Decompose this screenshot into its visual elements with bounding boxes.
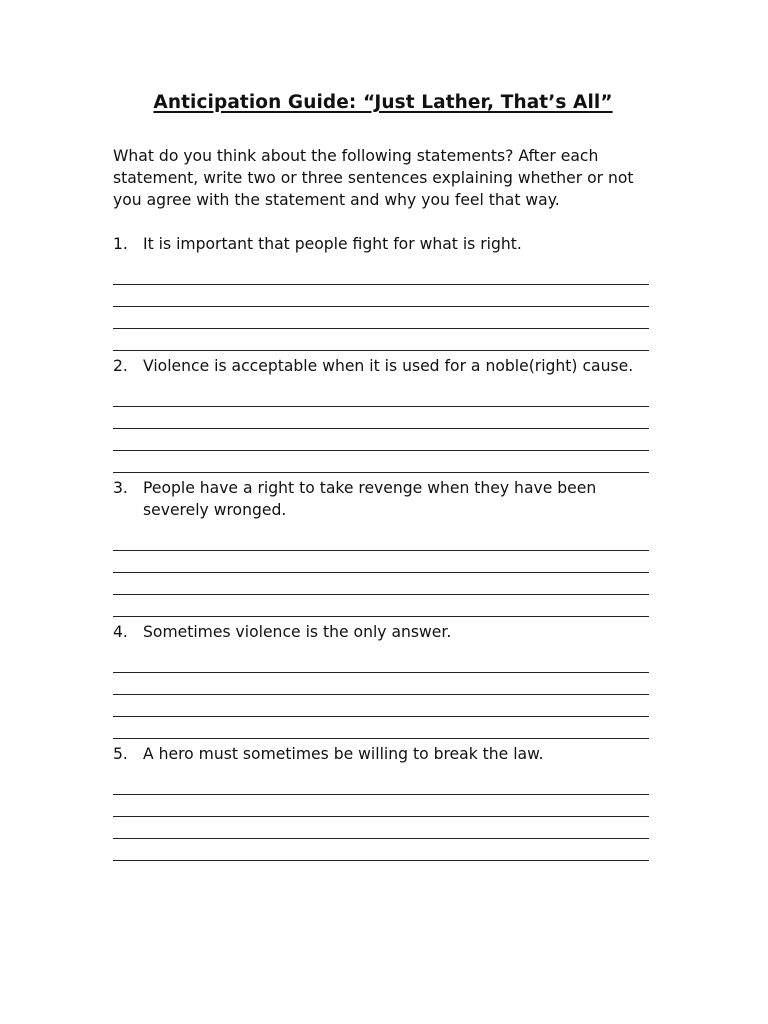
question-number: 1. [113,235,128,253]
answer-lines [113,643,653,739]
question-statement: Violence is acceptable when it is used for a noble(right) cause. [143,357,634,375]
answer-line[interactable] [113,377,649,407]
answer-lines [113,521,653,617]
question-row [113,355,653,377]
question-item-1 [113,233,653,351]
answer-line[interactable] [113,673,649,695]
question-row [113,477,653,521]
answer-line[interactable] [113,451,649,473]
question-row [113,233,653,255]
question-number: 3. [113,479,128,497]
question-item-5 [113,743,653,861]
question-row [113,743,653,765]
answer-line[interactable] [113,429,649,451]
question-number: 2. [113,357,128,375]
question-row [113,621,653,643]
answer-line[interactable] [113,573,649,595]
answer-line[interactable] [113,839,649,861]
worksheet-instructions: What do you think about the following statements? After each statement, write two or three sentences explaining whether or not you agree with the statement and why you feel that way. [113,147,634,209]
answer-line[interactable] [113,329,649,351]
answer-line[interactable] [113,817,649,839]
question-statement: A hero must sometimes be willing to break the law. [143,745,544,763]
answer-line[interactable] [113,307,649,329]
question-item-3 [113,477,653,617]
answer-line[interactable] [113,695,649,717]
answer-line[interactable] [113,765,649,795]
answer-lines [113,255,653,351]
worksheet-title: Anticipation Guide: “Just Lather, That’s All” [153,92,613,113]
question-statement: It is important that people fight for what is right. [143,235,522,253]
question-number: 4. [113,623,128,641]
worksheet-page [113,92,653,861]
question-statement: Sometimes violence is the only answer. [143,623,452,641]
answer-line[interactable] [113,643,649,673]
answer-line[interactable] [113,717,649,739]
answer-line[interactable] [113,255,649,285]
question-list [113,233,653,861]
answer-line[interactable] [113,521,649,551]
question-number: 5. [113,745,128,763]
answer-line[interactable] [113,285,649,307]
answer-line[interactable] [113,595,649,617]
question-item-4 [113,621,653,739]
answer-lines [113,377,653,473]
answer-line[interactable] [113,407,649,429]
question-statement: People have a right to take revenge when they have been severely wronged. [143,479,597,519]
answer-line[interactable] [113,795,649,817]
answer-lines [113,765,653,861]
question-item-2 [113,355,653,473]
answer-line[interactable] [113,551,649,573]
